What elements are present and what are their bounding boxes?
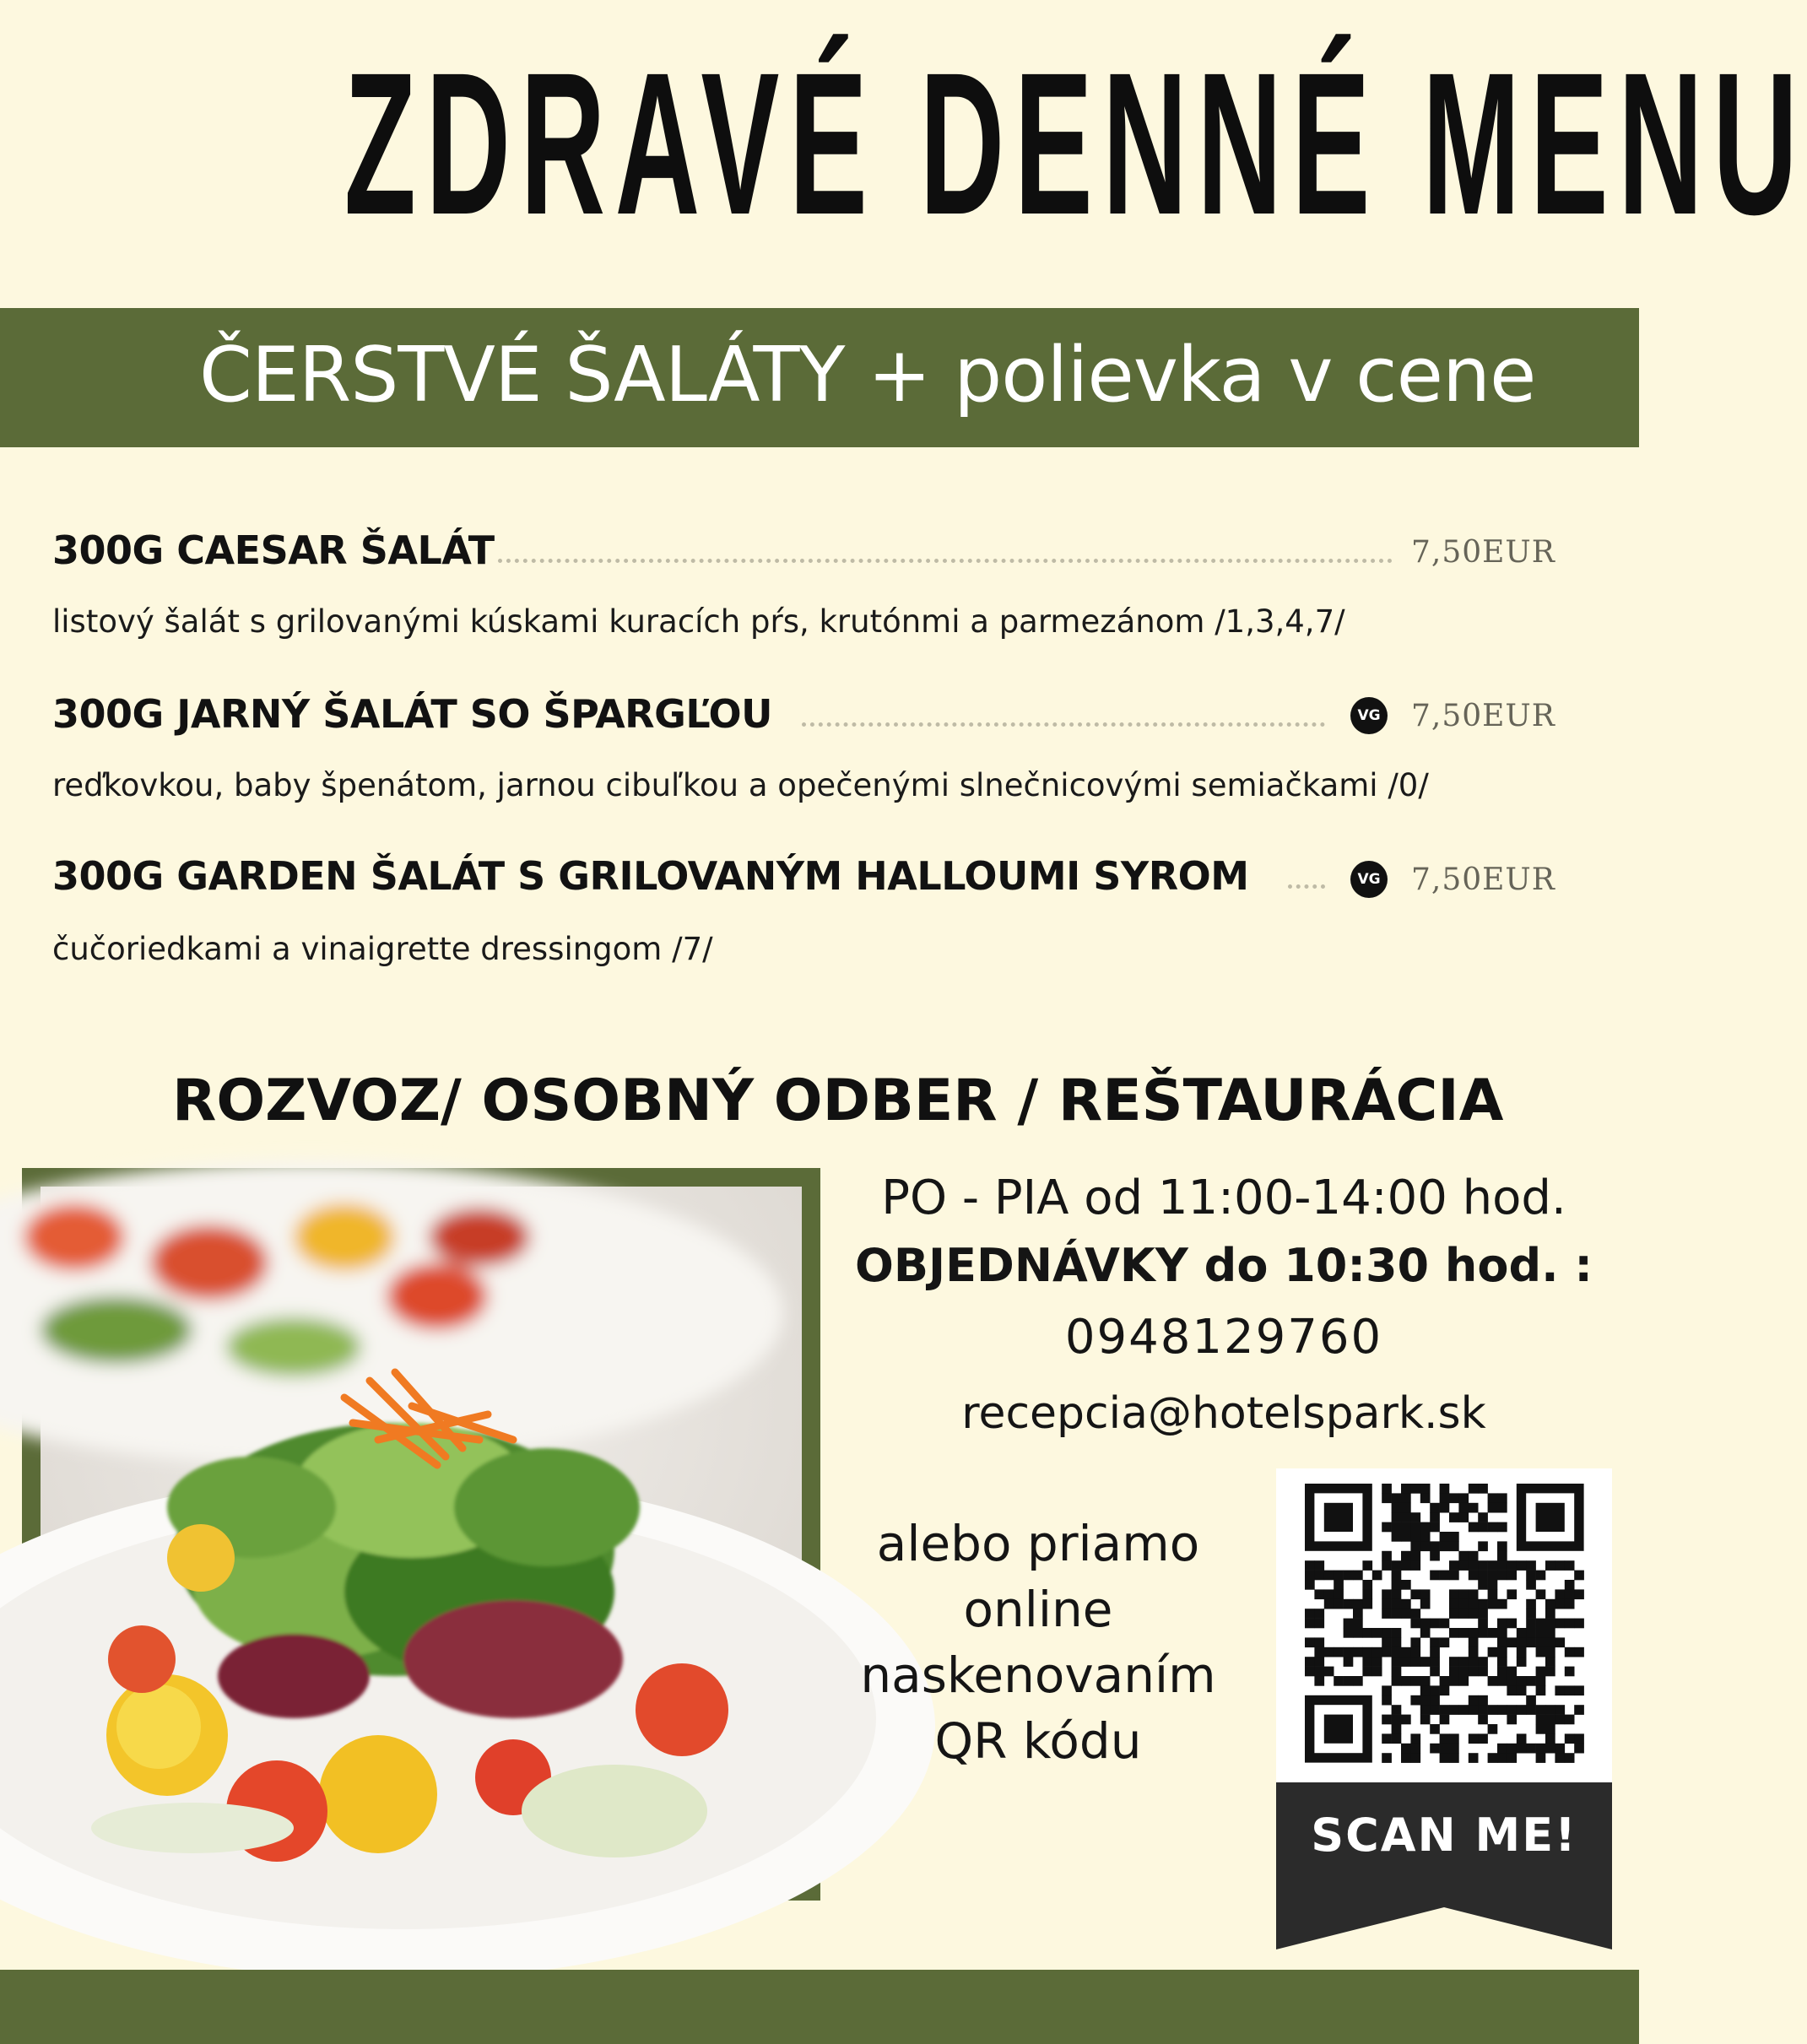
menu-item-name: 300G GARDEN ŠALÁT S GRILOVANÝM HALLOUMI SYROM <box>52 853 1249 899</box>
menu-item-name: 300G JARNÝ ŠALÁT SO ŠPARGĽOU <box>52 691 772 737</box>
scan-me-label: SCAN ME! <box>1311 1809 1577 1862</box>
opening-hours: PO - PIA od 11:00-14:00 hod. <box>881 1171 1566 1225</box>
menu-item-description: reďkovkou, baby špenátom, jarnou cibuľkou a opečenými slnečnicovými semiačkami /0/ <box>52 767 1429 803</box>
dotted-leader <box>802 722 1325 727</box>
email-address[interactable]: recepcia@hotelspark.sk <box>961 1388 1486 1439</box>
qr-code-card[interactable] <box>1276 1468 1612 1949</box>
dotted-leader <box>498 559 1393 563</box>
banner-text: ČERSTVÉ ŠALÁTY + polievka v cene <box>199 331 1536 419</box>
vegetarian-badge-icon: VG <box>1350 861 1388 898</box>
online-line: alebo priamo <box>876 1515 1200 1572</box>
footer-bar <box>0 1970 1639 2044</box>
menu-item-price: 7,50EUR <box>1411 862 1555 897</box>
dotted-leader <box>1288 884 1325 889</box>
salad-photo <box>41 1187 802 1882</box>
order-deadline: OBJEDNÁVKY do 10:30 hod. : <box>854 1239 1593 1292</box>
menu-item-description: čučoriedkami a vinaigrette dressingom /7/ <box>52 931 713 967</box>
qr-code-icon[interactable] <box>1276 1468 1612 1782</box>
menu-item-description: listový šalát s grilovanými kúskami kuracích pŕs, krutónmi a parmezánom /1,3,4,7/ <box>52 603 1345 640</box>
salad-photo-frame <box>22 1168 820 1901</box>
menu-item-name: 300G CAESAR ŠALÁT <box>52 527 495 573</box>
phone-number[interactable]: 0948129760 <box>1064 1310 1383 1365</box>
vegetarian-badge-icon: VG <box>1350 697 1388 734</box>
menu-item-price: 7,50EUR <box>1411 699 1555 733</box>
page-title: ZDRAVÉ DENNÉ MENU <box>344 30 1807 257</box>
online-line: online <box>963 1581 1113 1638</box>
subtitle-banner <box>0 308 1639 447</box>
online-line: naskenovaním <box>860 1647 1216 1704</box>
delivery-heading: ROZVOZ/ OSOBNÝ ODBER / REŠTAURÁCIA <box>172 1068 1504 1134</box>
online-order-text <box>844 1511 1232 1774</box>
online-line: QR kódu <box>934 1712 1142 1770</box>
menu-item-price: 7,50EUR <box>1411 535 1555 570</box>
